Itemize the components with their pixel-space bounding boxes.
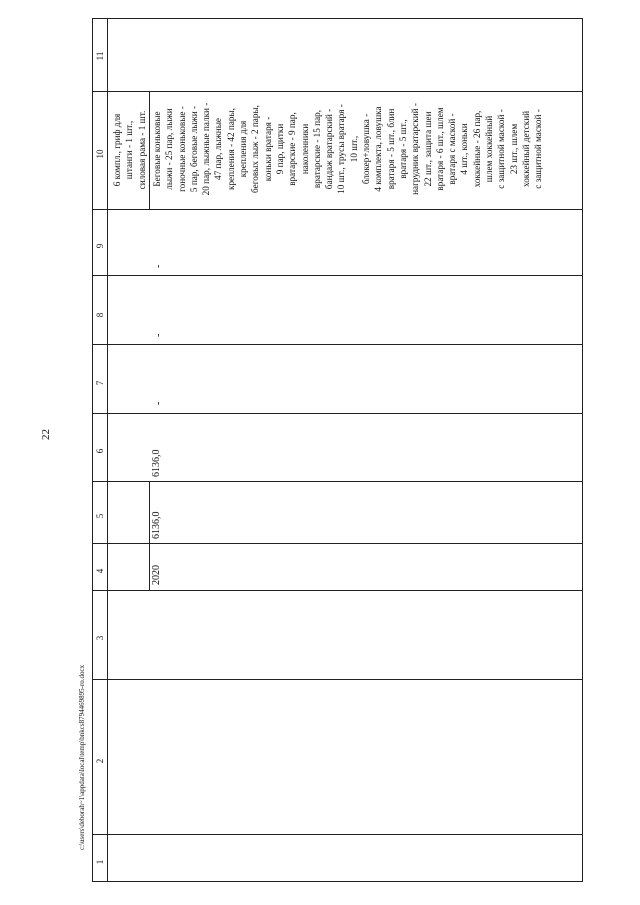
description-line: вратаря - 5 шт., блин xyxy=(385,108,396,190)
description-line: вратарские - 15 пар, xyxy=(311,109,322,189)
row-divider xyxy=(149,91,150,209)
column-number: 8 xyxy=(95,312,105,318)
empty-value-dash: - xyxy=(153,333,164,337)
description-line: крепления для xyxy=(238,120,249,178)
empty-value-dash: - xyxy=(153,264,164,268)
description-line: с защитной маской - xyxy=(533,109,544,189)
document-file-path: c:\users\deborah~1\appdata\local\temp\bnkcs8794469895-ro.docx xyxy=(78,664,86,850)
description-line: с защитной маской - xyxy=(496,109,507,189)
column-divider xyxy=(93,413,582,414)
column-number: 11 xyxy=(95,51,105,61)
description-line: бандаж вратарский - xyxy=(324,108,335,190)
description-line: крепления - 42 пары, xyxy=(225,108,236,190)
column-number: 3 xyxy=(95,635,105,641)
description-line: коньки вратаря - xyxy=(262,116,273,182)
column-divider xyxy=(93,590,582,591)
column-divider xyxy=(93,344,582,345)
description-line: блокер+ловушка - xyxy=(361,113,372,185)
description-line: шлем хоккейный xyxy=(484,115,495,183)
row-divider xyxy=(149,481,150,590)
column-number: 4 xyxy=(95,568,105,574)
column-number: 7 xyxy=(95,380,105,386)
column-divider xyxy=(93,209,582,210)
description-line: штанги - 1 шт., xyxy=(124,120,135,180)
description-line: нагрудник вратарский - xyxy=(410,103,421,195)
description-line: вратаря - 6 шт., шлем xyxy=(434,107,445,191)
column-number: 5 xyxy=(95,513,105,519)
column-number: 2 xyxy=(95,758,105,764)
description-line: 5 пар, беговые лыжи - xyxy=(188,105,199,193)
description-line: 10 шт., трусы вратаря - xyxy=(336,104,347,194)
description-line: лыжи - 25 пар, лыжи xyxy=(164,108,175,190)
description-line: беговых лыж - 2 пары, xyxy=(250,105,261,193)
description-line: 47 пар, лыжные xyxy=(213,118,224,180)
description-line: вратарские - 9 пар, xyxy=(287,112,298,186)
page-number: 22 xyxy=(40,429,52,440)
amount-cell: 6136,0 xyxy=(151,511,162,539)
description-line: Беговые коньковые xyxy=(152,111,162,187)
equipment-description-continued xyxy=(111,95,148,205)
column-number: 6 xyxy=(95,448,105,454)
description-line: гоночные коньковые - xyxy=(176,106,187,192)
description-line: 23 шт., шлем xyxy=(508,123,519,175)
column-divider xyxy=(93,275,582,276)
description-line: 9 пар, щитки xyxy=(274,123,285,175)
empty-value-dash: - xyxy=(153,401,164,405)
description-line: силовая рама - 1 шт. xyxy=(136,110,147,190)
description-line: хоккейный детский xyxy=(520,110,531,188)
column-number: 10 xyxy=(95,149,105,159)
description-line: 4 шт., коньки xyxy=(459,123,470,175)
description-line: вратаря с маской - xyxy=(447,113,458,185)
rotated-table xyxy=(92,18,583,882)
description-line: 4 комплекта, ловушка xyxy=(373,106,384,192)
description-line: 10 шт., xyxy=(348,135,359,163)
description-line: хоккейные - 26 пар, xyxy=(471,110,482,188)
column-divider xyxy=(93,543,582,544)
amount-cell: 6136,0 xyxy=(151,449,162,477)
column-number: 1 xyxy=(95,859,105,865)
description-line: 22 шт., защита шеи xyxy=(422,111,433,187)
description-line: вратаря - 5 шт., xyxy=(397,119,408,179)
column-divider xyxy=(93,91,582,92)
column-number: 9 xyxy=(95,243,105,249)
equipment-description xyxy=(151,93,545,205)
description-line: 6 компл., гриф для xyxy=(112,113,122,187)
description-line: наколенники xyxy=(299,123,310,175)
header-row-divider xyxy=(107,19,108,881)
year-cell: 2020 xyxy=(151,565,162,585)
column-divider xyxy=(93,834,582,835)
column-divider xyxy=(93,481,582,482)
description-line: 20 пар, лыжные палки - xyxy=(201,102,212,196)
column-divider xyxy=(93,679,582,680)
